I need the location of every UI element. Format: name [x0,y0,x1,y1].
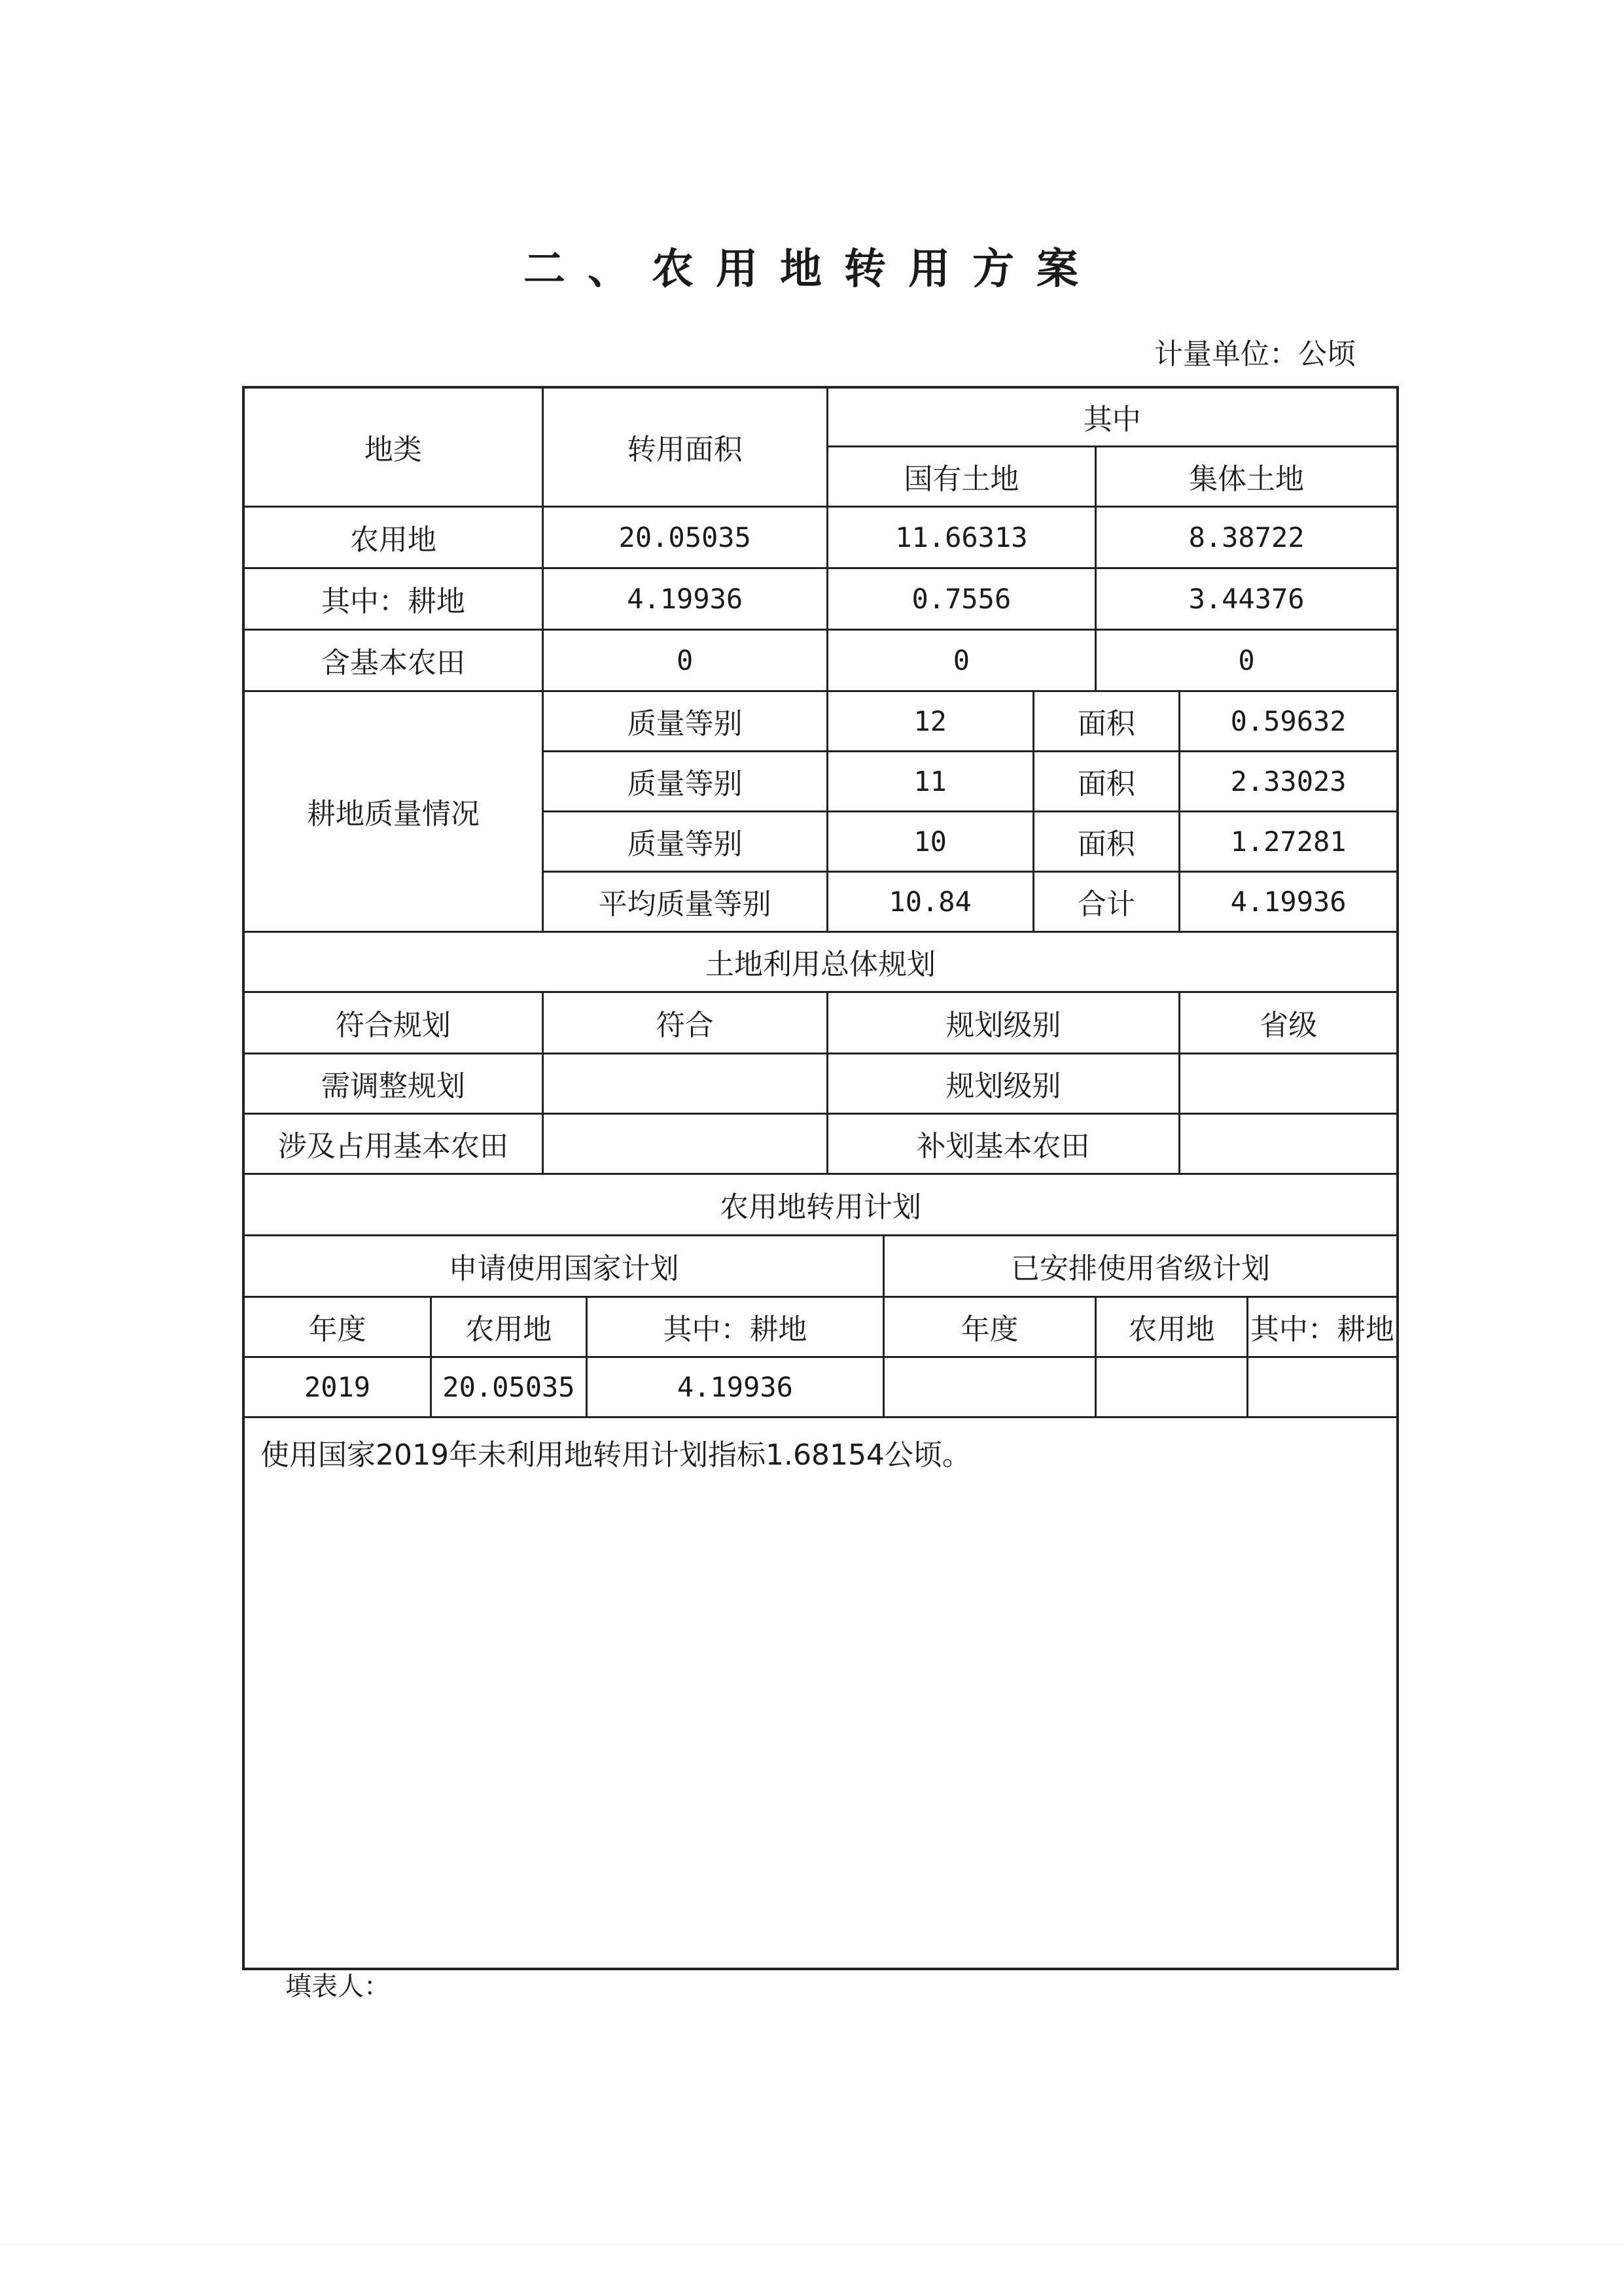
plan-provincial-label: 已安排使用省级计划 [884,1235,1398,1296]
filler-label: 填表人： [285,1972,390,2002]
quality-area-value: 2.33023 [1180,751,1398,811]
quality-area-value: 0.59632 [1180,691,1398,751]
plan-col-cultivated: 其中：耕地 [1247,1296,1398,1357]
quality-avg-label: 平均质量等别 [542,871,827,931]
unit-label: 计量单位：公顷 [1154,338,1356,371]
planning-conform-label: 符合规划 [243,992,542,1053]
table-row [243,1357,1398,1417]
quality-total-label: 合计 [1033,871,1180,931]
plan-section-title: 农用地转用计划 [243,1174,1398,1235]
planning-adjust-value [542,1053,827,1113]
row-area: 4.19936 [542,568,827,629]
row-label: 农用地 [243,506,542,568]
plan-provincial-farmland [1096,1357,1248,1417]
header-state-owned: 国有土地 [827,446,1096,506]
row-state: 0 [827,629,1096,691]
plan-col-year: 年度 [884,1296,1096,1357]
row-collective: 3.44376 [1096,568,1398,629]
planning-basic-farmland-label: 涉及占用基本农田 [243,1113,542,1174]
quality-label: 耕地质量情况 [243,691,542,931]
quality-grade-label: 质量等别 [542,811,827,871]
planning-supplement-value [1180,1113,1398,1174]
plan-national-year: 2019 [243,1357,431,1417]
row-label: 其中：耕地 [243,568,542,629]
plan-national-cultivated: 4.19936 [586,1357,883,1417]
quality-grade-value: 11 [827,751,1033,811]
row-label: 含基本农田 [243,629,542,691]
quality-area-value: 1.27281 [1180,811,1398,871]
plan-col-cultivated: 其中：耕地 [586,1296,883,1357]
plan-col-year: 年度 [243,1296,431,1357]
row-collective: 0 [1096,629,1398,691]
row-state: 0.7556 [827,568,1096,629]
quality-area-label: 面积 [1033,691,1180,751]
note-text: 使用国家2019年未利用地转用计划指标1.68154公顷。 [243,1417,1398,1969]
plan-national-farmland: 20.05035 [431,1357,587,1417]
planning-level-label: 规划级别 [827,992,1180,1053]
quality-total-value: 4.19936 [1180,871,1398,931]
row-area: 20.05035 [542,506,827,568]
quality-grade-value: 10 [827,811,1033,871]
header-converted-area: 转用面积 [542,387,827,506]
plan-provincial-cultivated [1247,1357,1398,1417]
plan-national-label: 申请使用国家计划 [243,1235,884,1296]
quality-area-label: 面积 [1033,811,1180,871]
planning-basic-farmland-value [542,1113,827,1174]
quality-grade-label: 质量等别 [542,751,827,811]
plan-col-farmland: 农用地 [431,1296,587,1357]
table-row [243,629,1398,691]
header-land-type: 地类 [243,387,542,506]
quality-area-label: 面积 [1033,751,1180,811]
quality-grade-label: 质量等别 [542,691,827,751]
header-of-which: 其中 [827,387,1398,446]
table-row [243,568,1398,629]
quality-avg-value: 10.84 [827,871,1033,931]
planning-supplement-label: 补划基本农田 [827,1113,1180,1174]
plan-provincial-year [884,1357,1096,1417]
planning-adjust-level-label: 规划级别 [827,1053,1180,1113]
quality-grade-value: 12 [827,691,1033,751]
header-collective: 集体土地 [1096,446,1398,506]
planning-adjust-level-value [1180,1053,1398,1113]
planning-adjust-label: 需调整规划 [243,1053,542,1113]
page-divider [0,2244,1624,2245]
page-title: 二、农用地转用方案 [523,245,1101,294]
plan-col-farmland: 农用地 [1096,1296,1248,1357]
planning-section-title: 土地利用总体规划 [243,931,1398,992]
row-collective: 8.38722 [1096,506,1398,568]
planning-level-value: 省级 [1180,992,1398,1053]
row-state: 11.66313 [827,506,1096,568]
row-area: 0 [542,629,827,691]
conversion-table [242,386,1399,1970]
table-row [243,506,1398,568]
planning-conform-value: 符合 [542,992,827,1053]
